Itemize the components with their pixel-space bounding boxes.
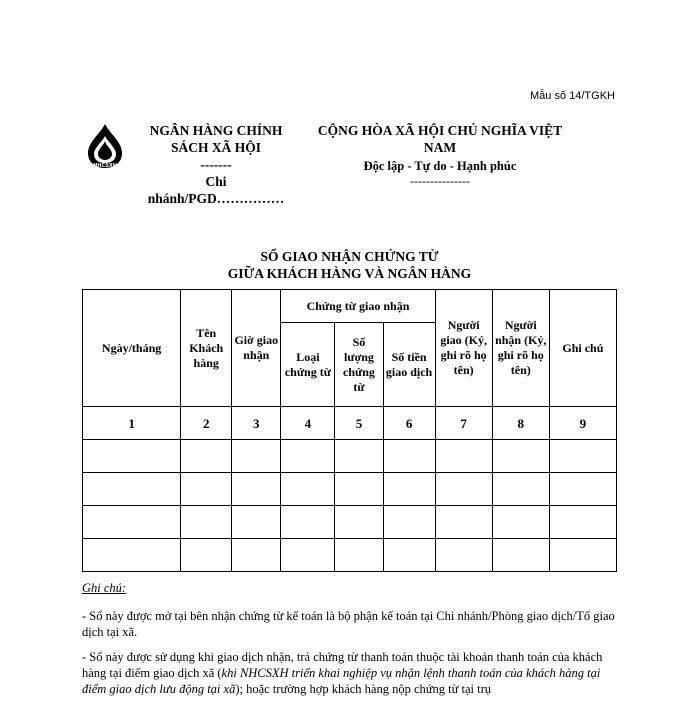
- table-cell: [335, 539, 383, 572]
- table-cell: [83, 506, 181, 539]
- note-p2-italic: khi NHCSXH triển khai nghiệp vụ nhận lệnh thanh toán của khách hàng tại điểm giao dịch lưu động tại xã: [82, 666, 601, 696]
- table-row: [83, 506, 617, 539]
- header-date: Ngày/tháng: [83, 290, 181, 407]
- bank-logo-icon: [82, 122, 128, 170]
- header-doc-type: Loại chứng từ: [281, 323, 335, 407]
- table-cell: [281, 473, 335, 506]
- table-cell: [383, 440, 435, 473]
- header-documents-group: Chứng từ giao nhận: [281, 290, 435, 323]
- note-p2-text-b: ); hoặc trường hợp khách hàng nộp chứng từ tại trụ: [235, 682, 492, 696]
- table-cell: [492, 473, 549, 506]
- table-cell: [232, 440, 281, 473]
- title-line2: GIỮA KHÁCH HÀNG VÀ NGÂN HÀNG: [227, 266, 472, 281]
- table-cell: [335, 506, 383, 539]
- ledger-table: [82, 289, 617, 572]
- table-cell: [83, 539, 181, 572]
- table-cell: [181, 506, 232, 539]
- document-title: [82, 248, 617, 282]
- table-row: [83, 440, 617, 473]
- note-paragraph-1: - Sổ này được mở tại bên nhận chứng từ kế toán là bộ phận kế toán tại Chi nhánh/Phòng giao dịch/Tổ giao dịch tại xã.: [82, 609, 615, 639]
- national-title-line2: NAM: [423, 140, 457, 155]
- table-cell: [549, 440, 616, 473]
- table-cell: [549, 539, 616, 572]
- table-cell: [383, 473, 435, 506]
- table-row: [83, 473, 617, 506]
- column-number-row: [83, 407, 617, 440]
- notes-section: [82, 580, 617, 706]
- table-cell: [492, 539, 549, 572]
- table-cell: [281, 539, 335, 572]
- table-cell: [383, 539, 435, 572]
- note-paragraph-2: [82, 649, 617, 697]
- column-number: 2: [181, 407, 232, 440]
- note-p2-text-a: - Sổ này được sử dụng khi giao dịch nhận, trả chứng từ thanh toán thuộc tài khoản thanh toán của khách hàng tại điểm giao dịch xã (: [82, 650, 603, 680]
- table-cell: [383, 506, 435, 539]
- table-cell: [549, 473, 616, 506]
- national-title-line1: CỘNG HÒA XÃ HỘI CHỦ NGHĨA VIỆT: [317, 123, 563, 138]
- column-number: 4: [281, 407, 335, 440]
- national-motto: Độc lập - Tự do - Hạnh phúc: [363, 159, 517, 173]
- table-cell: [181, 473, 232, 506]
- table-cell: [435, 506, 492, 539]
- branch-label: Chi: [205, 174, 227, 189]
- header-amount: Số tiền giao dịch: [383, 323, 435, 407]
- column-number: 3: [232, 407, 281, 440]
- table-cell: [281, 506, 335, 539]
- table-cell: [549, 506, 616, 539]
- header-sender: Người giao (Ký, ghi rõ họ tên): [435, 290, 492, 407]
- notes-title: Ghi chú:: [82, 581, 127, 595]
- table-cell: [335, 473, 383, 506]
- column-number: 7: [435, 407, 492, 440]
- column-number: 5: [335, 407, 383, 440]
- title-line1: SỔ GIAO NHẬN CHỨNG TỪ: [260, 249, 439, 264]
- bank-name-line2: SÁCH XÃ HỘI: [170, 140, 261, 155]
- branch-line: nhánh/PGD……………: [147, 191, 285, 206]
- column-number: 6: [383, 407, 435, 440]
- header-note: Ghi chú: [549, 290, 616, 407]
- column-number: 1: [83, 407, 181, 440]
- column-number: 9: [549, 407, 616, 440]
- table-cell: [492, 506, 549, 539]
- table-cell: [435, 440, 492, 473]
- form-number: Mẫu số 14/TGKH: [530, 90, 615, 102]
- header-doc-quantity: Số lượng chứng từ: [335, 323, 383, 407]
- svg-text:NHCSXH: NHCSXH: [93, 163, 117, 169]
- table-cell: [83, 440, 181, 473]
- header-receiver: Người nhận (Ký, ghi rõ họ tên): [492, 290, 549, 407]
- table-cell: [435, 473, 492, 506]
- table-cell: [181, 440, 232, 473]
- bank-name-line1: NGÂN HÀNG CHÍNH: [149, 123, 283, 138]
- table-cell: [181, 539, 232, 572]
- table-cell: [232, 506, 281, 539]
- column-number: 8: [492, 407, 549, 440]
- header-customer-name: Tên Khách hàng: [181, 290, 232, 407]
- header-time: Giờ giao nhận: [232, 290, 281, 407]
- table-cell: [435, 539, 492, 572]
- national-separator: ---------------: [410, 174, 470, 188]
- table-cell: [281, 440, 335, 473]
- table-cell: [492, 440, 549, 473]
- table-cell: [232, 473, 281, 506]
- bank-header: [140, 122, 292, 207]
- table-row: [83, 539, 617, 572]
- national-header: [307, 122, 573, 187]
- table-cell: [335, 440, 383, 473]
- table-cell: [232, 539, 281, 572]
- bank-separator: -------: [200, 157, 232, 172]
- table-cell: [83, 473, 181, 506]
